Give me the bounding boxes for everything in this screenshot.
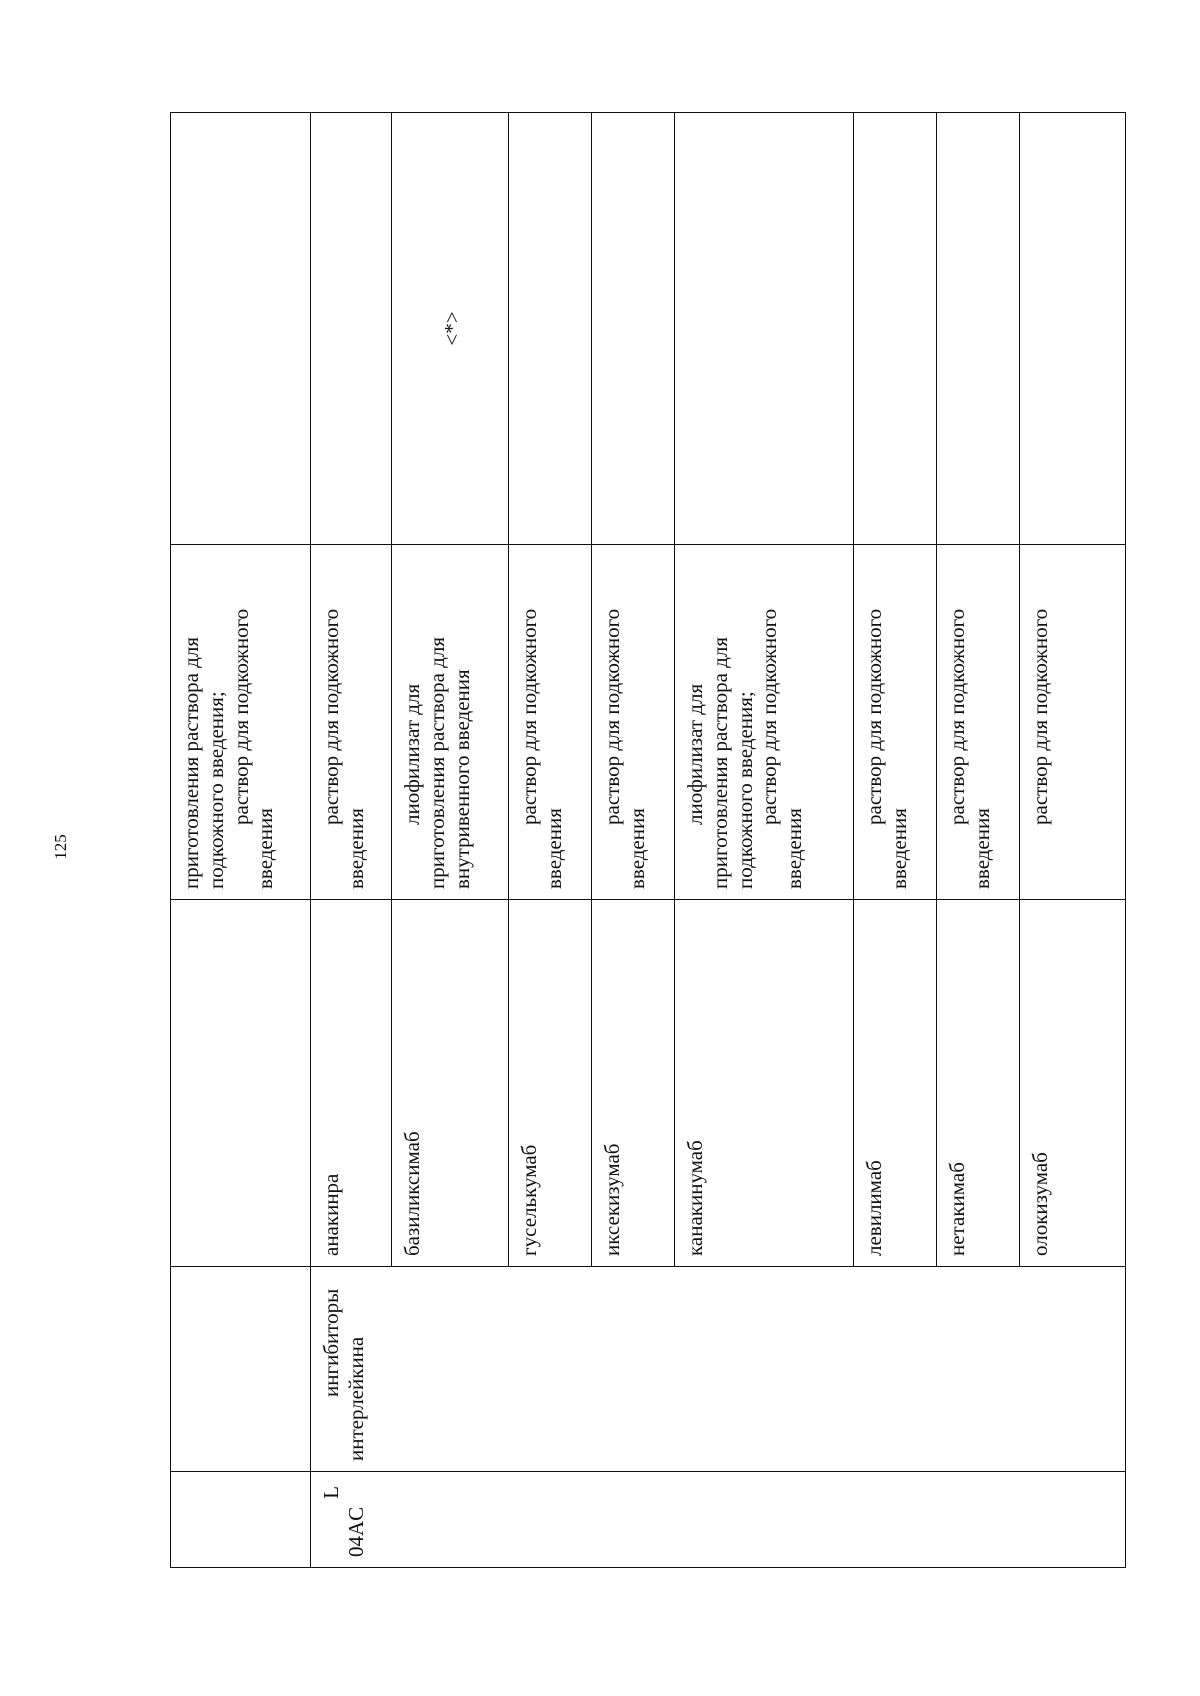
form-line: приготовления раствора для [179, 637, 203, 889]
form-line: введения [624, 808, 649, 889]
note-cell [937, 113, 1020, 545]
form-line: лиофилизат для [400, 683, 424, 825]
atc-code-cell [311, 1472, 1126, 1568]
note-cell: <*> [392, 113, 509, 545]
atc-code-number: 04AC [343, 1506, 368, 1557]
group-cell-empty [171, 1267, 311, 1472]
note-cell [509, 113, 592, 545]
form-cell [937, 545, 1020, 900]
form-line: приготовления раствора для [707, 637, 732, 889]
form-line: раствор для подкожного [1028, 608, 1052, 825]
form-line: подкожного введения; [203, 691, 228, 889]
drug-name: иксекизумаб [592, 900, 675, 1267]
form-cell [171, 545, 311, 900]
table-row [311, 113, 392, 1568]
form-line: введения [886, 808, 911, 889]
form-line: раствор для подкожного [228, 608, 253, 825]
form-cell [592, 545, 675, 900]
note-cell [592, 113, 675, 545]
form-line: приготовления раствора для [424, 637, 449, 889]
drug-cell-empty [171, 900, 311, 1267]
form-line: раствор для подкожного [945, 608, 969, 825]
drug-table [170, 112, 1126, 1568]
form-line: раствор для подкожного [862, 608, 886, 825]
drug-table-wrapper [170, 113, 1125, 1568]
note-cell [171, 113, 311, 545]
form-line: раствор для подкожного [757, 608, 782, 825]
table-row-continued [171, 113, 311, 1568]
drug-name: нетакимаб [937, 900, 1020, 1267]
form-cell [311, 545, 392, 900]
group-cell [311, 1267, 1126, 1472]
form-line: подкожного введения; [732, 691, 757, 889]
group-name-line: ингибиторы [319, 1288, 343, 1397]
form-cell [509, 545, 592, 900]
drug-name: канакинумаб [675, 900, 854, 1267]
group-name-line: интерлейкина [343, 1336, 368, 1461]
drug-name: анакинра [311, 900, 392, 1267]
drug-name: левилимаб [854, 900, 937, 1267]
page-number: 125 [51, 834, 70, 860]
form-cell [392, 545, 509, 900]
form-cell [854, 545, 937, 900]
form-line: внутривенного введения [449, 669, 474, 889]
form-line: раствор для подкожного [600, 608, 624, 825]
drug-name: базиликсимаб [392, 900, 509, 1267]
form-line: введения [343, 808, 368, 889]
form-line: введения [969, 808, 994, 889]
form-cell [1020, 545, 1126, 900]
form-cell [675, 545, 854, 900]
note-cell [854, 113, 937, 545]
form-line: раствор для подкожного [517, 608, 541, 825]
form-line: лиофилизат для [683, 683, 707, 825]
drug-name: гуселькумаб [509, 900, 592, 1267]
code-cell-empty [171, 1472, 311, 1568]
note-cell [1020, 113, 1126, 545]
note-cell [675, 113, 854, 545]
form-line: введения [541, 808, 566, 889]
form-line: введения [253, 808, 278, 889]
form-line: раствор для подкожного [319, 608, 343, 825]
form-line: введения [782, 808, 807, 889]
atc-code-letter: L [319, 1486, 343, 1499]
drug-name: олокизумаб [1020, 900, 1126, 1267]
note-cell [311, 113, 392, 545]
